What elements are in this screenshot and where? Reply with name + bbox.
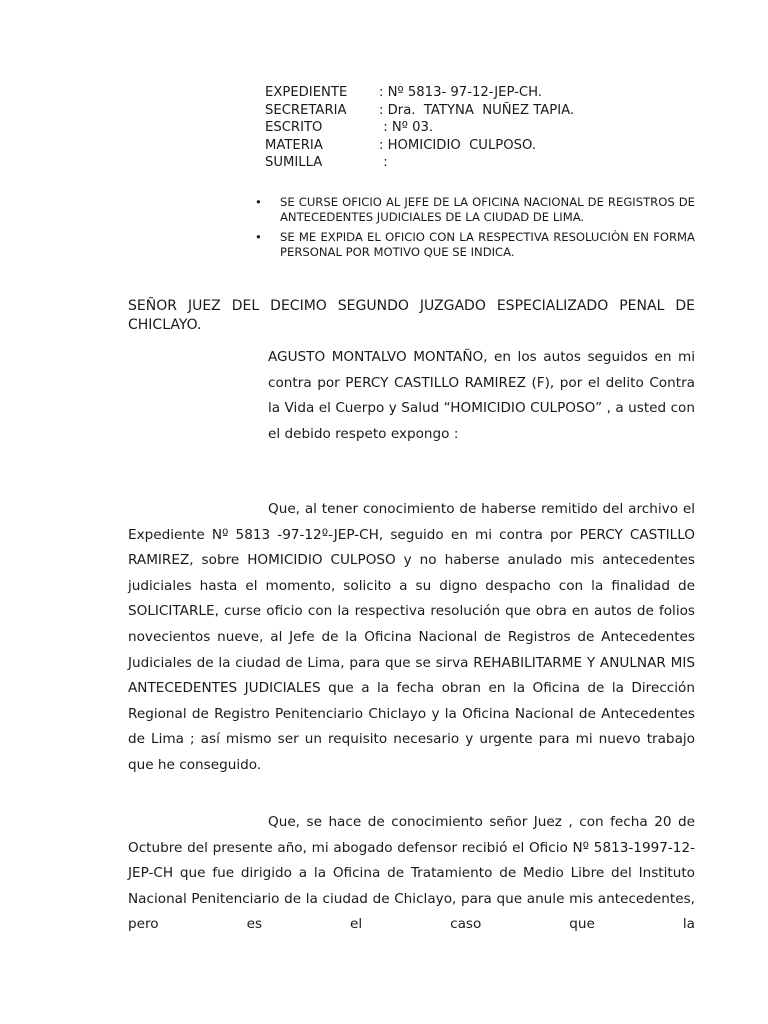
escrito-label: ESCRITO [265,120,323,135]
sumilla-value: : [379,155,388,170]
sumilla-item [255,230,695,259]
sumilla-item-text: SE ME EXPIDA EL OFICIO CON LA RESPECTIVA RESOLUCIÒN EN FORMA PERSONAL POR MOTIVO QUE SE INDICA. [280,230,695,259]
judge-address: SEÑOR JUEZ DEL DECIMO SEGUNDO JUZGADO ESPECIALIZADO PENAL DE CHICLAYO. [128,298,695,333]
case-header [265,84,574,172]
sumilla-item [255,195,695,224]
expediente-row [265,84,574,102]
sumilla-list [255,195,695,265]
sumilla-item-text: SE CURSE OFICIO AL JEFE DE LA OFICINA NACIONAL DE REGISTROS DE ANTECEDENTES JUDICIALES DE LA CIUDAD DE LIMA. [280,195,695,224]
secretaria-label: SECRETARIA [265,102,347,118]
escrito-row [265,119,574,137]
petitioner-intro: AGUSTO MONTALVO MONTAÑO, en los autos seguidos en mi contra por PERCY CASTILLO RAMIREZ (F), por el delito Contra la Vida el Cuerpo y Salud “HOMICIDIO CULPOSO” , a usted con el debido respeto expongo : [268,349,695,442]
materia-row [265,137,574,155]
bullet-icon: • [255,195,262,209]
sumilla-label: SUMILLA [265,155,323,170]
body-paragraph-2: Que, se hace de conocimiento señor Juez , con fecha 20 de Octubre del presente año, mi abogado defensor recibió el Oficio Nº 5813-1997-12-JEP-CH que fue dirigido a la Oficina de Tratamiento de Medio Libre del Instituto Nacional Penitenciario de la ciudad de Chiclayo, para que anule mis antecedentes, pero es el caso que la [128,814,695,933]
materia-label: MATERIA [265,137,323,153]
secretaria-value: : Dra. TATYNA NUÑEZ TAPIA. [379,102,575,118]
materia-value: : HOMICIDIO CULPOSO. [379,137,537,153]
expediente-value: : Nº 5813- 97-12-JEP-CH. [379,85,542,100]
expediente-label: EXPEDIENTE [265,85,348,100]
secretaria-row [265,102,574,120]
body-paragraph-1: Que, al tener conocimiento de haberse remitido del archivo el Expediente Nº 5813 -97-12º-JEP-CH, seguido en mi contra por PERCY CASTILLO RAMIREZ, sobre HOMICIDIO CULPOSO y no haberse anulado mis antecedentes judiciales hasta el momento, solicito a su digno despacho con la finalidad de SOLICITARLE, curse oficio con la respectiva resolución que obra en autos de folios novecientos nueve, al Jefe de la Oficina Nacional de Registros de Antecedentes Judiciales de la ciudad de Lima, para que se sirva REHABILITARME Y ANULNAR MIS ANTECEDENTES JUDICIALES que a la fecha obran en la Oficina de la Dirección Regional de Registro Penitenciario Chiclayo y la Oficina Nacional de Antecedentes de Lima ; así mismo ser un requisito necesario y urgente para mi nuevo trabajo que he conseguido. [128,501,695,773]
sumilla-row [265,154,574,172]
escrito-value: : Nº 03. [379,120,434,135]
bullet-icon: • [255,230,262,244]
